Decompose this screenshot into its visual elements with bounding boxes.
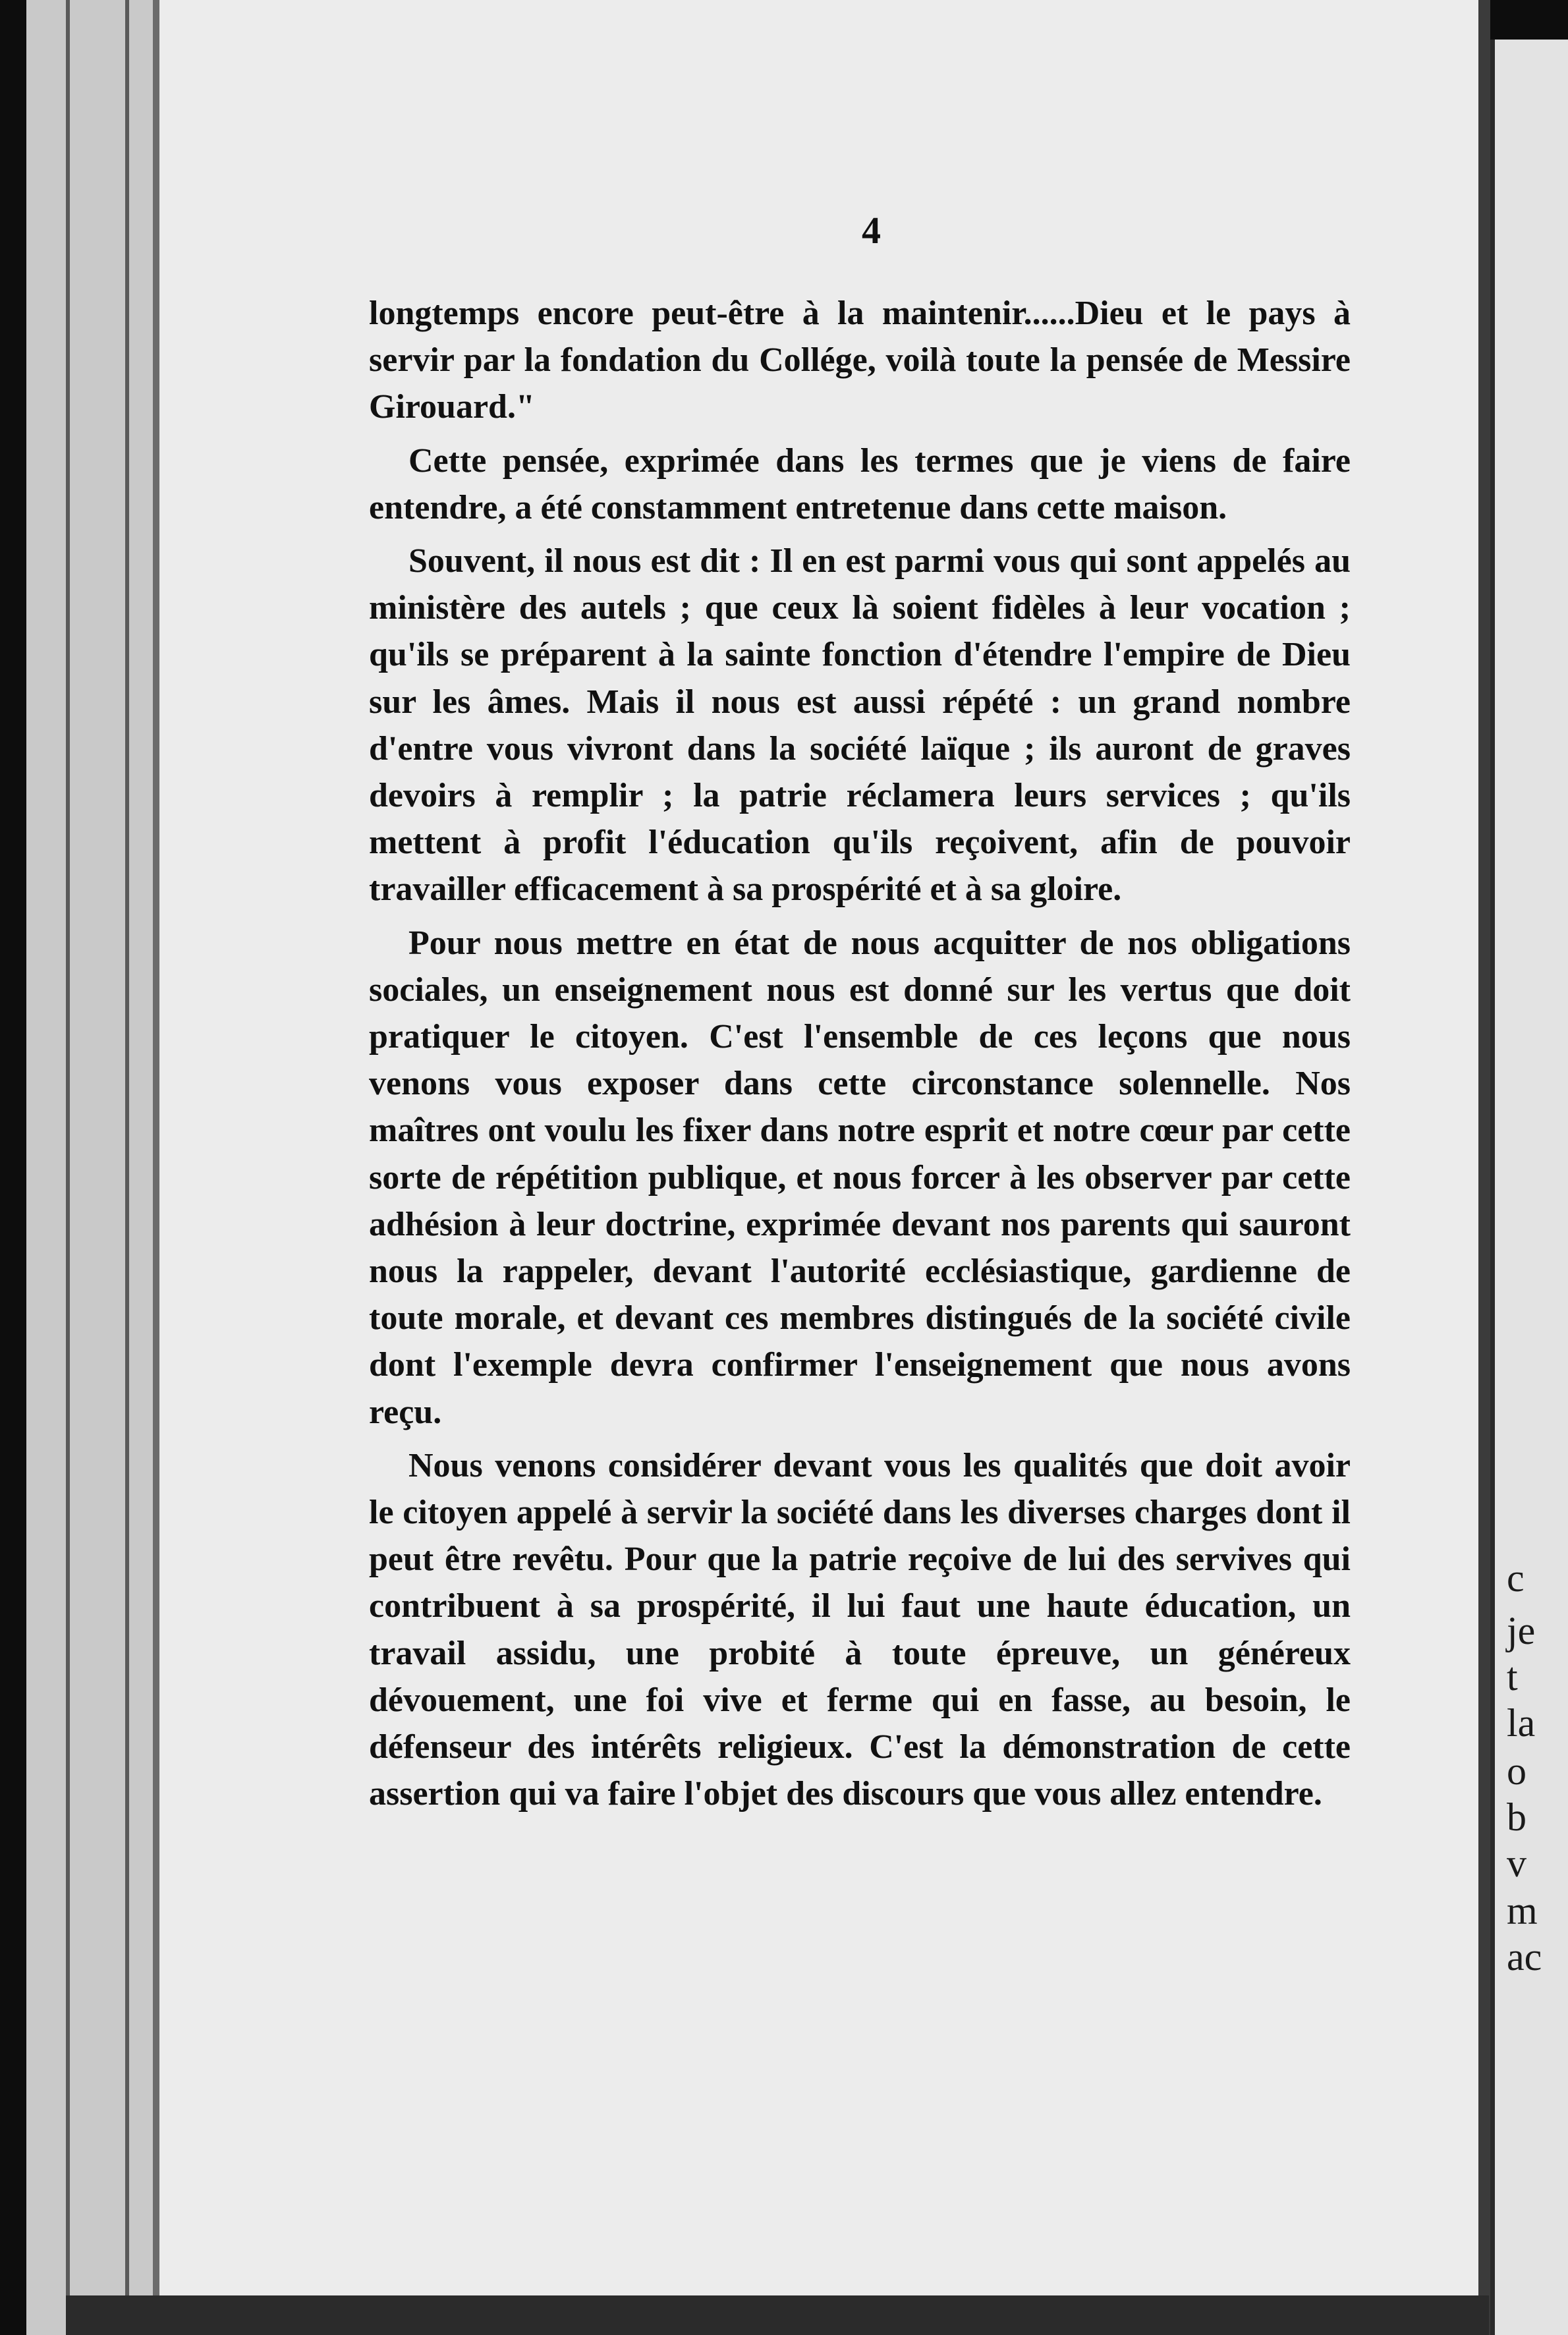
paragraph: Nous venons considérer devant vous les qualités que doit avoir le citoyen appelé à servir la société dans les diverses charges dont il peut être revêtu. Pour que la patrie reçoive de lui des servives qui contribuent à sa prospérité, il lui faut une haute éducation, un travail assidu, une probité à toute épreuve, un généreux dévouement, une foi vive et ferme qui en fasse, au besoin, le défenseur des intérêts religieux. C'est la démonstration de cette assertion qui va faire l'objet des discours que vous allez entendre. [369,1446,1351,1813]
paragraph: Pour nous mettre en état de nous acquitter de nos obligations sociales, un enseignement nous est donné sur les vertus que doit pratiquer le citoyen. C'est l'ensemble de ces leçons que nous venons vous exposer dans cette circonstance solennelle. Nos maîtres ont voulu les fixer dans notre esprit et notre cœur par cette sorte de répétition publique, et nous forcer à les observer par cette adhésion à leur doctrine, exprimée devant nos parents qui sauront nous la rappeler, devant l'autorité ecclésiastique, gardienne de toute morale, et devant ces membres distingués de la société civile dont l'exemple devra confirmer l'enseignement que nous avons reçu. [369,924,1351,1431]
page-edge-line [66,0,70,2335]
paragraph: Souvent, il nous est dit : Il en est parmi vous qui sont appelés au ministère des autels ; que ceux là soient fidèles à leur vocation ; qu'ils se préparent à la sainte fonction d'étendre l'empire de Dieu sur les âmes. Mais il nous est aussi répété : un grand nombre d'entre vous vivront dans la société laïque ; ils auront de graves devoirs à remplir ; la patrie réclamera leurs services ; qu'ils mettent à profit l'éducation qu'ils reçoivent, afin de pouvoir travailler efficacement à sa prospérité et à sa gloire. [369,542,1351,909]
fragment-text: c [1507,1556,1525,1600]
fragment-text: o [1507,1749,1526,1793]
fragment-text: je [1507,1609,1536,1652]
page-number: 4 [862,209,881,252]
page-edge-line [125,0,129,2335]
fragment-text: ac [1507,1935,1542,1979]
paragraph: longtemps encore peut-être à la maintenir......Dieu et le pays à servir par la fondation du Collége, voilà toute la pensée de Messire Girouard." [369,295,1351,426]
fragment-text: v [1507,1842,1526,1885]
page-bottom-edge [66,2295,1489,2335]
fragment-text: m [1507,1889,1538,1932]
fragment-text: b [1507,1795,1526,1839]
body-text [369,290,1351,1824]
paragraph: Cette pensée, exprimée dans les termes que je viens de faire entendre, a été constamment entretenue dans cette maison. [369,441,1351,526]
fragment-text: t [1507,1655,1518,1699]
next-page-fragment [1486,40,1568,2335]
fragment-text: la [1507,1701,1536,1745]
